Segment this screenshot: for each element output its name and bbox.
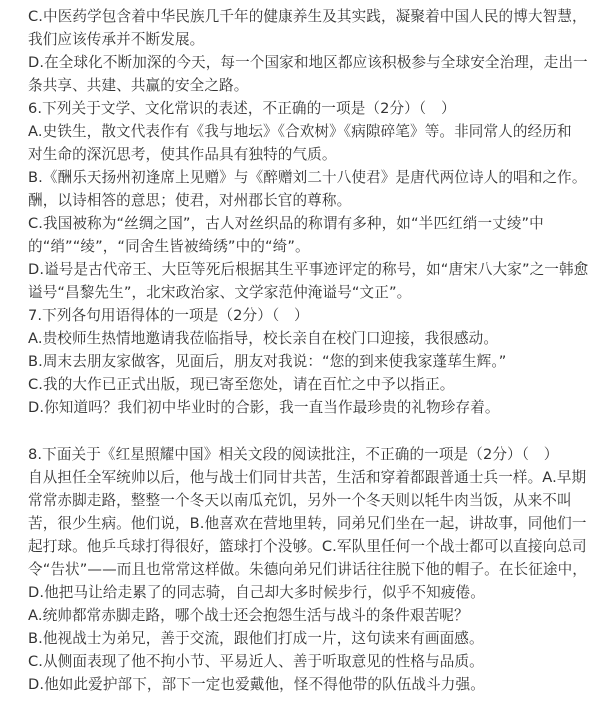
text-line: B.《酬乐天扬州初逢席上见赠》与《醉赠刘二十八使君》是唐代两位诗人的唱和之作。 [28,169,587,186]
text-line: 谥号“昌黎先生”，北宋政治家、文学家范仲淹谥号“文正”。 [28,284,412,301]
text-line: 自从担任全军统帅以后，他与战士们同甘共苦，生活和穿着都跟普通士兵一样。A.早期 [28,469,587,486]
text-line: D.在全球化不断加深的今天，每一个国家和地区都应该积极参与全球安全治理，走出一 [28,54,588,71]
text-line: 的“绡”“绫”，“同舍生皆被绮绣”中的“绮”。 [28,238,310,255]
text-line: A.贵校师生热情地邀请我莅临指导，校长亲自在校门口迎接，我很感动。 [28,330,499,347]
text-line: A.史铁生，散文代表作有《我与地坛》《合欢树》《病隙碎笔》等。非同常人的经历和 [28,123,572,140]
text-line: 条共享、共建、共赢的安全之路。 [28,77,249,94]
text-line: 8.下面关于《红星照耀中国》相关文段的阅读批注，不正确的一项是（2分）（ ） [28,446,559,463]
text-line: B.他视战士为弟兄，善于交流，跟他们打成一片，这句读来有画面感。 [28,630,484,647]
text-line: 我们应该传承并不断发展。 [28,31,205,48]
questions-5-to-7 [28,5,610,419]
text-line: 酬，以诗相答的意思；使君，对州郡长官的尊称。 [28,192,352,209]
text-line: C.我国被称为“丝绸之国”，古人对丝织品的称谓有多种，如“半匹红绡一丈绫”中 [28,215,544,232]
text-line: C.我的大作已正式出版，现已寄至您处，请在百忙之中予以指正。 [28,376,455,393]
text-line: 令“告状”——而且也常常这样做。朱德向弟兄们讲话往往脱下他的帽子。在长征途中， [28,561,587,578]
section-gap [28,419,610,443]
question-8 [28,443,610,696]
text-line: 对生命的深沉思考，使其作品具有独特的气质。 [28,146,337,163]
text-line: 苦，很少生病。他们说，B.他喜欢在营地里转，同弟兄们坐在一起，讲故事，同他们一 [28,515,587,532]
text-line: B.周末去朋友家做客，见面后，朋友对我说：“您的到来使我家蓬荜生辉。” [28,353,507,370]
text-line: C.中医药学包含着中华民族几千年的健康养生及其实践，凝聚着中国人民的博大智慧， [28,8,587,25]
text-line: C.从侧面表现了他不拘小节、平易近人、善于听取意见的性格与品质。 [28,653,484,670]
text-line: 7.下列各句用语得体的一项是（2分）（ ） [28,307,309,324]
text-line: D.他如此爱护部下，部下一定也爱戴他，怪不得他带的队伍战斗力强。 [28,676,485,693]
text-line: D.谥号是古代帝王、大臣等死后根据其生平事迹评定的称号，如“唐宋八大家”之一韩愈 [28,261,589,278]
text-line: 起打球。他乒乓球打得很好，篮球打个没够。C.军队里任何一个战士都可以直接向总司 [28,538,587,555]
text-line: D.你知道吗？我们初中毕业时的合影，我一直当作最珍贵的礼物珍存着。 [28,399,500,416]
text-line: 6.下列关于文学、文化常识的表述，不正确的一项是（2分）（ ） [28,100,456,117]
text-line: 常常赤脚走路，整整一个冬天以南瓜充饥，另外一个冬天则以牦牛肉当饭，从来不叫 [28,492,572,509]
text-line: D.他把马让给走累了的同志骑，自己却大多时候步行，似乎不知疲倦。 [28,584,485,601]
text-line: A.统帅都常赤脚走路，哪个战士还会抱怨生活与战斗的条件艰苦呢？ [28,607,469,624]
